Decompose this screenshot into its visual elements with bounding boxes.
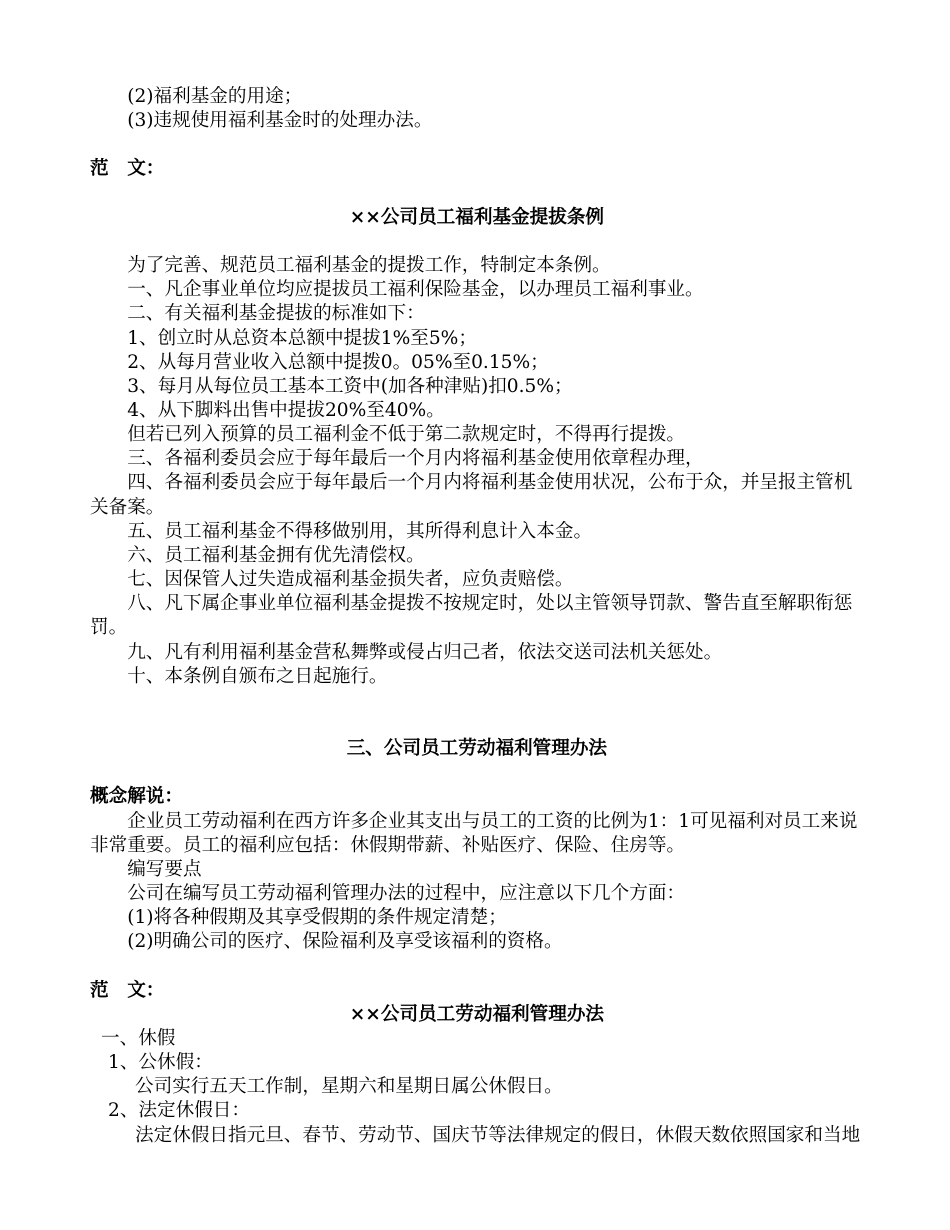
list-item: (3)违规使用福利基金时的处理办法。 bbox=[127, 110, 433, 132]
outline-item-label: 2、法定休假日： bbox=[108, 1100, 250, 1122]
concept-paragraph: 公司在编写员工劳动福利管理办法的过程中，应注意以下几个方面： bbox=[127, 883, 686, 905]
article-paragraph: 七、因保管人过失造成福利基金损失者，应负责赔偿。 bbox=[127, 569, 574, 591]
concept-paragraph: (2)明确公司的医疗、保险福利及享受该福利的资格。 bbox=[127, 931, 563, 953]
document-title: ××公司员工福利基金提拔条例 bbox=[349, 206, 605, 228]
article-paragraph: 八、凡下属企事业单位福利基金提拨不按规定时，处以主管领导罚款、警告直至解职衔惩罚。 bbox=[90, 593, 853, 639]
article-paragraph: 3、每月从每位员工基本工资中(加各种津贴)扣0.5%； bbox=[127, 375, 573, 397]
outline-item-label: 1、公休假： bbox=[108, 1052, 213, 1074]
article-paragraph: 一、凡企事业单位均应提拔员工福利保险基金，以办理员工福利事业。 bbox=[127, 279, 704, 301]
article-paragraph: 但若已列入预算的员工福利金不低于第二款规定时，不得再行提拨。 bbox=[127, 424, 686, 446]
sample-label: 范 文： bbox=[90, 158, 165, 180]
outline-item-text: 公司实行五天工作制，星期六和星期日属公休假日。 bbox=[135, 1076, 563, 1098]
list-item: (2)福利基金的用途； bbox=[127, 86, 303, 107]
concept-label: 概念解说： bbox=[90, 786, 183, 808]
section-heading: 三、公司员工劳动福利管理办法 bbox=[346, 738, 608, 760]
article-paragraph: 4、从下脚料出售中提拔20%至40%。 bbox=[127, 399, 445, 421]
concept-paragraph: 企业员工劳动福利在西方许多企业其支出与员工的工资的比例为1：1可见福利对员工来说非常重要。员工的福利应包括：休假期带薪、补贴医疗、保险、住房等。 bbox=[90, 810, 858, 856]
sample-label: 范 文： bbox=[90, 979, 165, 1001]
outline-item-text: 法定休假日指元旦、春节、劳动节、国庆节等法律规定的假日，休假天数依照国家和当地 bbox=[135, 1124, 861, 1146]
page-content bbox=[90, 85, 864, 1148]
article-paragraph: 四、各福利委员会应于每年最后一个月内将福利基金使用状况，公布于众，并呈报主管机关备案。 bbox=[90, 472, 853, 518]
article-paragraph: 为了完善、规范员工福利基金的提拨工作，特制定本条例。 bbox=[127, 255, 611, 277]
article-paragraph: 1、创立时从总资本总额中提拔1%至5%； bbox=[127, 327, 477, 349]
article-paragraph: 十、本条例自颁布之日起施行。 bbox=[127, 665, 388, 687]
article-paragraph: 三、各福利委员会应于每年最后一个月内将福利基金使用依章程办理， bbox=[127, 448, 704, 470]
article-paragraph: 2、从每月营业收入总额中提拨0。05%至0.15%； bbox=[127, 351, 549, 373]
article-paragraph: 二、有关福利基金提拔的标准如下： bbox=[127, 303, 425, 325]
concept-paragraph: (1)将各种假期及其享受假期的条件规定清楚； bbox=[127, 907, 507, 929]
document-title: ××公司员工劳动福利管理办法 bbox=[349, 1003, 605, 1025]
article-paragraph: 五、员工福利基金不得移做别用，其所得利息计入本金。 bbox=[127, 520, 593, 542]
concept-paragraph: 编写要点 bbox=[127, 858, 202, 880]
article-paragraph: 九、凡有利用福利基金营私舞弊或侵占归己者，依法交送司法机关惩处。 bbox=[127, 641, 723, 663]
article-paragraph: 六、员工福利基金拥有优先清偿权。 bbox=[127, 544, 425, 566]
chapter-heading: 一、休假 bbox=[101, 1028, 176, 1049]
